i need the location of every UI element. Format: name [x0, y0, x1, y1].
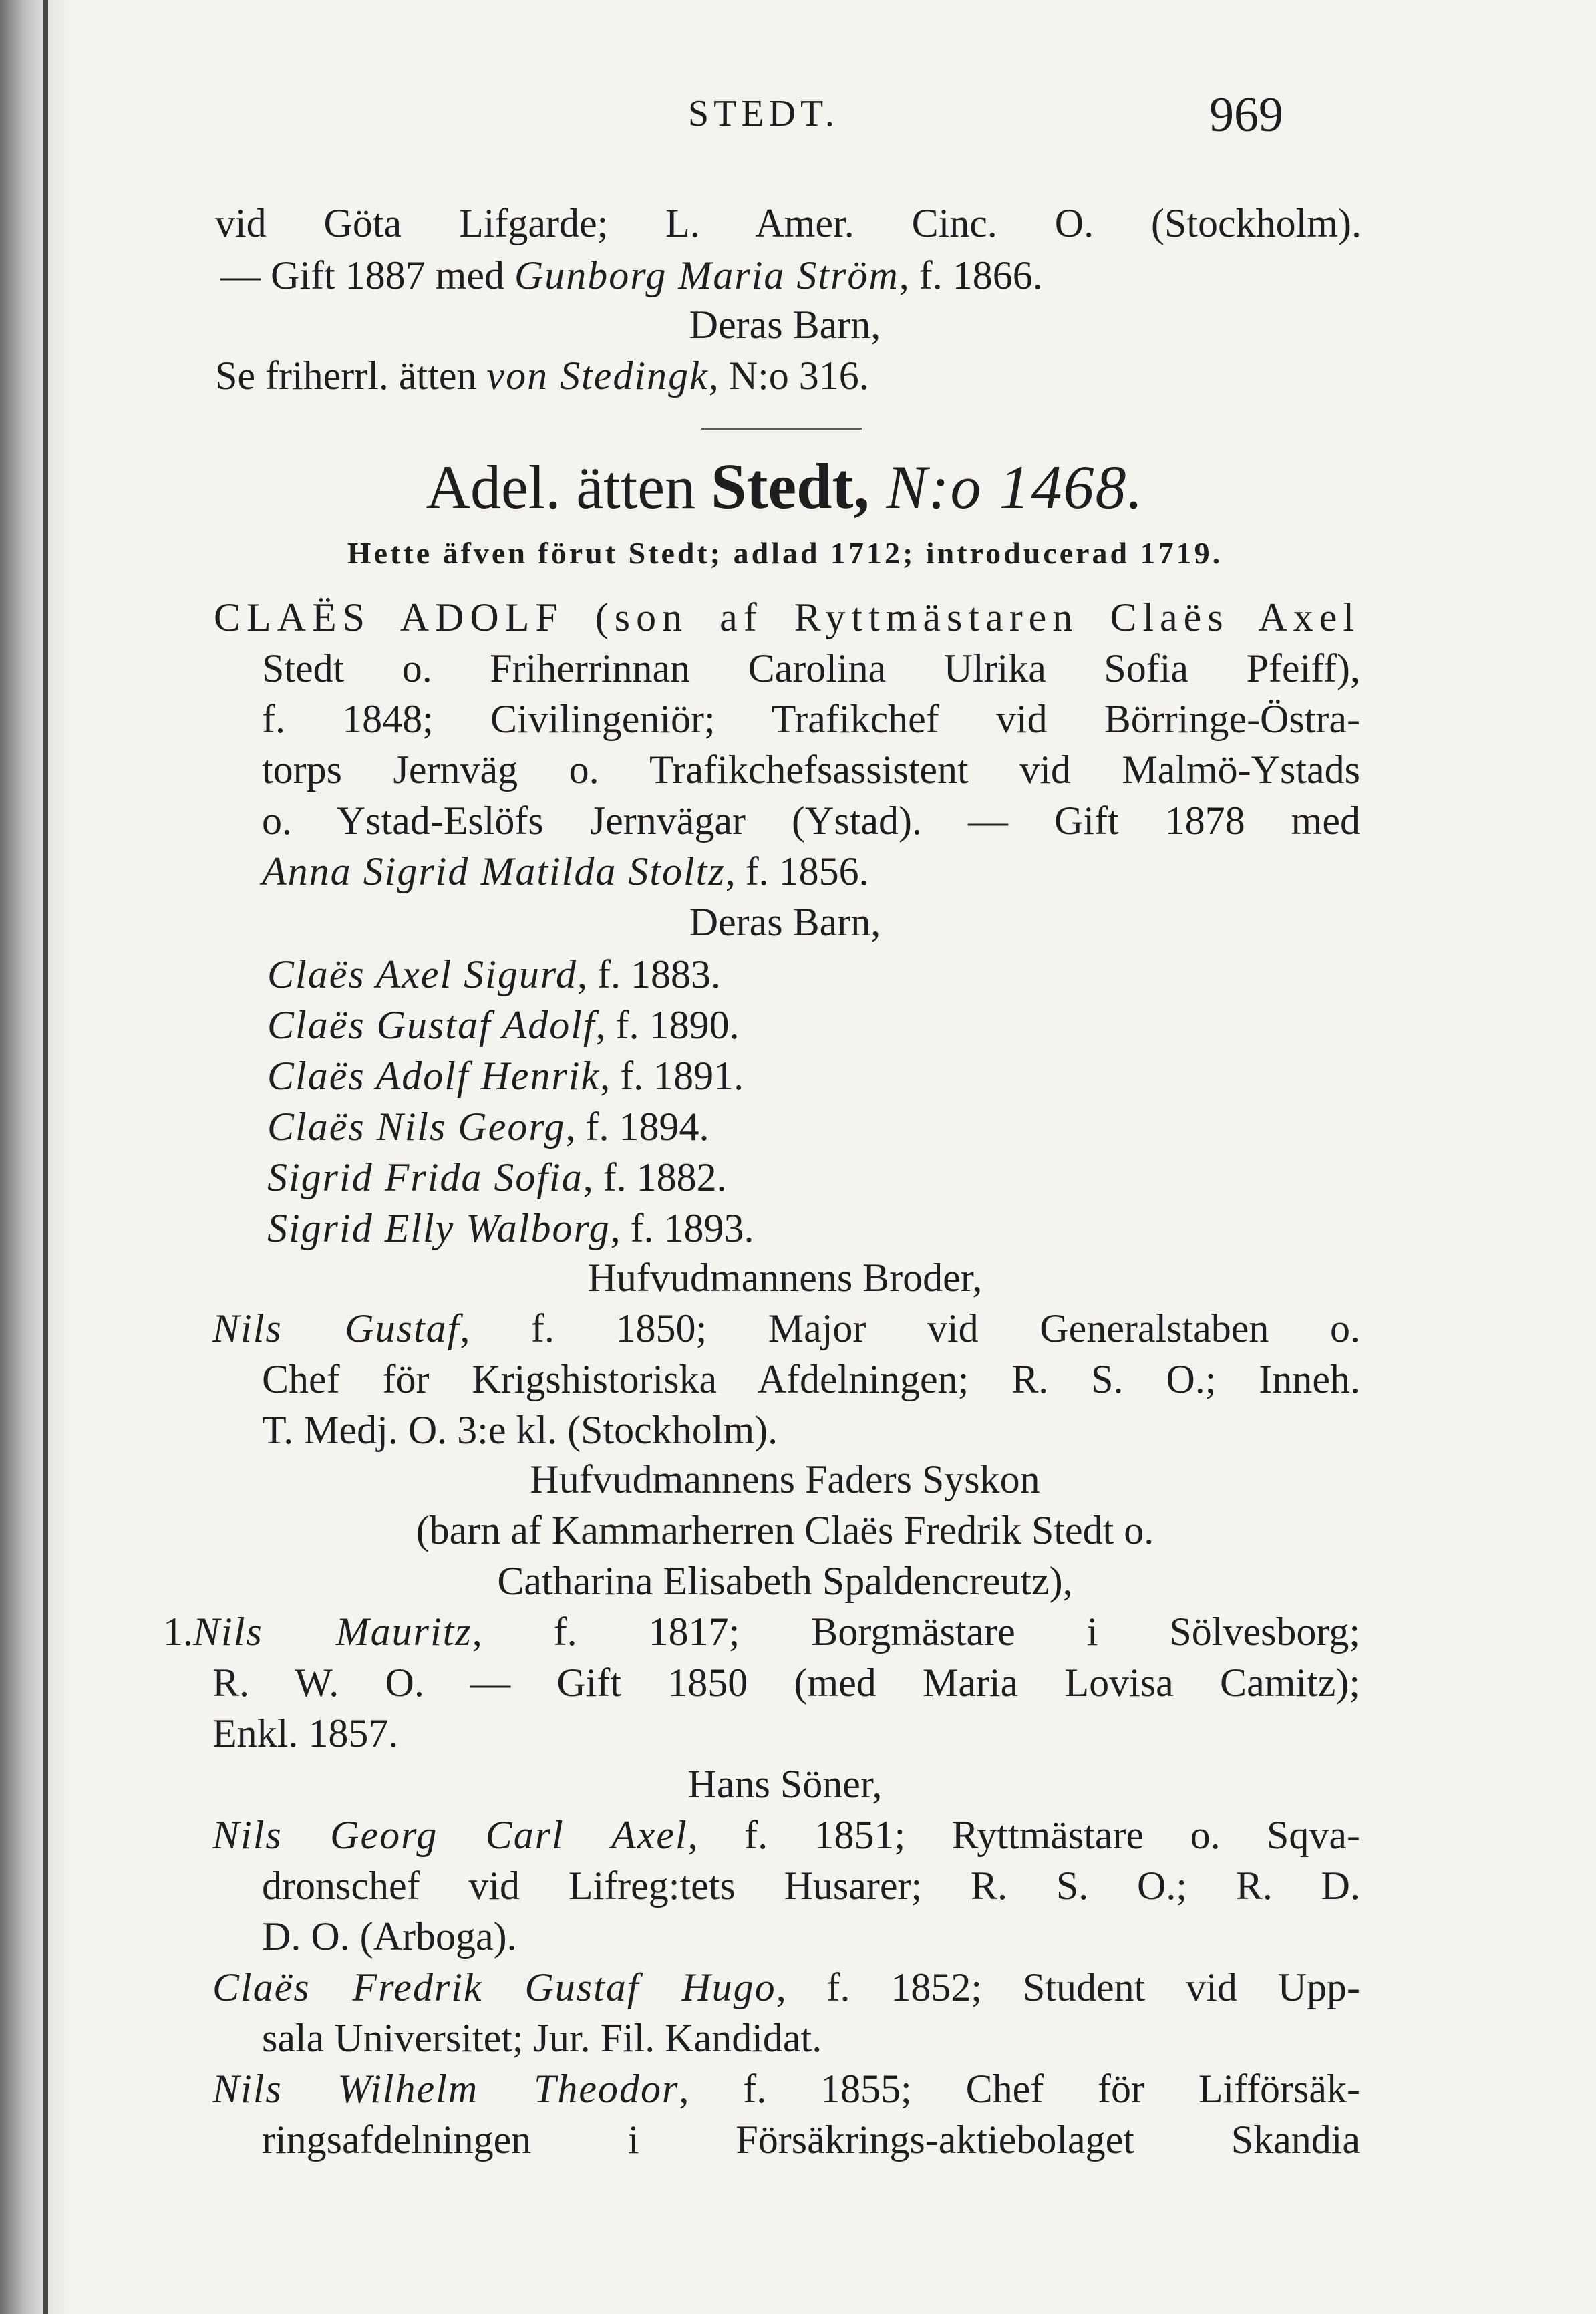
son-3-line-1 [212, 2065, 1360, 2113]
son-2-line-1-text: , f. 1852; Student vid Upp- [776, 1965, 1360, 2009]
son-1-line-2: dronschef vid Lifreg:tets Husarer; R. S. O.; R. D. [262, 1864, 1360, 1908]
intro-family-ref: von Stedingk [486, 353, 709, 398]
son-3-line-2: ringsafdelningen i Försäkrings-aktiebolaget Skandia [262, 2118, 1360, 2162]
child-year: , f. 1883. [577, 952, 721, 996]
child-entry [267, 1204, 754, 1252]
sibling-entry-line-3: Enkl. 1857. [212, 1711, 399, 1755]
section-divider [701, 428, 862, 430]
book-binding-shadow [0, 0, 72, 2314]
intro-line-2 [220, 251, 1043, 299]
binding-edge-line [43, 0, 48, 2314]
family-name: Stedt, [711, 450, 870, 522]
head-spouse-name: Anna Sigrid Matilda Stoltz [262, 849, 726, 893]
intro-line-4 [215, 351, 869, 400]
page-number: 969 [1209, 88, 1283, 142]
child-entry [267, 950, 721, 998]
sibling-entry-line-2: R. W. O. — Gift 1850 (med Maria Lovisa Camitz); [212, 1660, 1360, 1705]
brother-name: Nils Gustaf [212, 1306, 460, 1350]
child-name: Sigrid Elly Walborg [267, 1206, 611, 1250]
intro-spouse-name: Gunborg Maria Ström [514, 253, 899, 297]
intro-line-4-text: Se friherrl. ätten [215, 353, 487, 398]
head-line-2: Stedt o. Friherrinnan Carolina Ulrika Sofia Pfeiff), [262, 646, 1360, 690]
son-2-line-1 [212, 1963, 1360, 2011]
head-line-1: CLAËS ADOLF (son af Ryttmästaren Claës Axel [214, 595, 1360, 639]
son-1-name: Nils Georg Carl Axel [212, 1813, 688, 1857]
children-heading: Deras Barn, [689, 900, 881, 944]
father-siblings-line-1: (barn af Kammarherren Claës Fredrik Stedt o. [416, 1508, 1154, 1552]
son-1-line-1 [212, 1811, 1360, 1859]
brother-line-3: T. Medj. O. 3:e kl. (Stockholm). [262, 1408, 778, 1452]
intro-line-2-year: , f. 1866. [899, 253, 1043, 297]
child-name: Claës Adolf Henrik [267, 1054, 601, 1098]
child-year: , f. 1882. [583, 1155, 727, 1199]
sibling-line-1-text: , f. 1817; Borgmästare i Sölvesborg; [472, 1610, 1360, 1654]
brother-line-1-text: , f. 1850; Major vid Generalstaben o. [460, 1306, 1360, 1350]
sibling-number: 1. [163, 1610, 193, 1654]
child-year: , f. 1891. [600, 1054, 744, 1098]
son-1-line-3: D. O. (Arboga). [262, 1914, 517, 1959]
family-note: Hette äfven förut Stedt; adlad 1712; introducerad 1719. [347, 536, 1223, 570]
intro-line-1: vid Göta Lifgarde; L. Amer. Cinc. O. (Stockholm). [215, 201, 1362, 245]
child-entry [267, 1052, 744, 1100]
child-year: , f. 1893. [610, 1206, 754, 1250]
child-name: Claës Axel Sigurd [267, 952, 577, 996]
son-1-line-1-text: , f. 1851; Ryttmästare o. Sqva- [687, 1813, 1360, 1857]
sons-heading: Hans Söner, [687, 1762, 883, 1806]
child-year: , f. 1890. [595, 1003, 740, 1047]
son-2-name: Claës Fredrik Gustaf Hugo [212, 1965, 776, 2009]
sibling-name: Nils Mauritz [193, 1610, 472, 1654]
head-line-3: f. 1848; Civilingeniör; Trafikchef vid Börringe-Östra- [262, 697, 1360, 741]
father-siblings-heading: Hufvudmannens Faders Syskon [530, 1457, 1040, 1501]
child-entry [267, 1001, 740, 1049]
child-name: Claës Gustaf Adolf [267, 1003, 596, 1047]
family-number: N:o 1468. [869, 453, 1144, 521]
son-3-line-1-text: , f. 1855; Chef för Lifförsäk- [679, 2067, 1360, 2111]
family-title-prefix: Adel. ätten [426, 453, 711, 521]
intro-children-heading: Deras Barn, [689, 303, 881, 347]
family-title [200, 450, 1370, 522]
child-name: Sigrid Frida Sofia [267, 1155, 583, 1199]
sibling-entry-line-1 [163, 1608, 1360, 1656]
brother-heading: Hufvudmannens Broder, [587, 1256, 983, 1300]
intro-line-4-number: , N:o 316. [708, 353, 869, 398]
child-year: , f. 1894. [565, 1105, 709, 1149]
head-line-6 [262, 847, 869, 895]
head-spouse-year: , f. 1856. [725, 849, 869, 893]
head-line-5: o. Ystad-Eslöfs Jernvägar (Ystad). — Gift 1878 med [262, 799, 1360, 843]
son-3-name: Nils Wilhelm Theodor [212, 2067, 679, 2111]
brother-line-2: Chef för Krigshistoriska Afdelningen; R. S. O.; Inneh. [262, 1357, 1360, 1401]
child-name: Claës Nils Georg [267, 1105, 566, 1149]
page-header [0, 87, 1596, 154]
brother-line-1 [212, 1304, 1360, 1352]
intro-line-2-text: — Gift 1887 med [220, 253, 514, 297]
child-entry [267, 1153, 727, 1201]
son-2-line-2: sala Universitet; Jur. Fil. Kandidat. [262, 2016, 822, 2060]
head-line-4: torps Jernväg o. Trafikchefsassistent vid Malmö-Ystads [262, 748, 1360, 792]
running-title: STEDT. [688, 93, 840, 134]
child-entry [267, 1103, 709, 1151]
father-siblings-line-2: Catharina Elisabeth Spaldencreutz), [497, 1559, 1073, 1603]
